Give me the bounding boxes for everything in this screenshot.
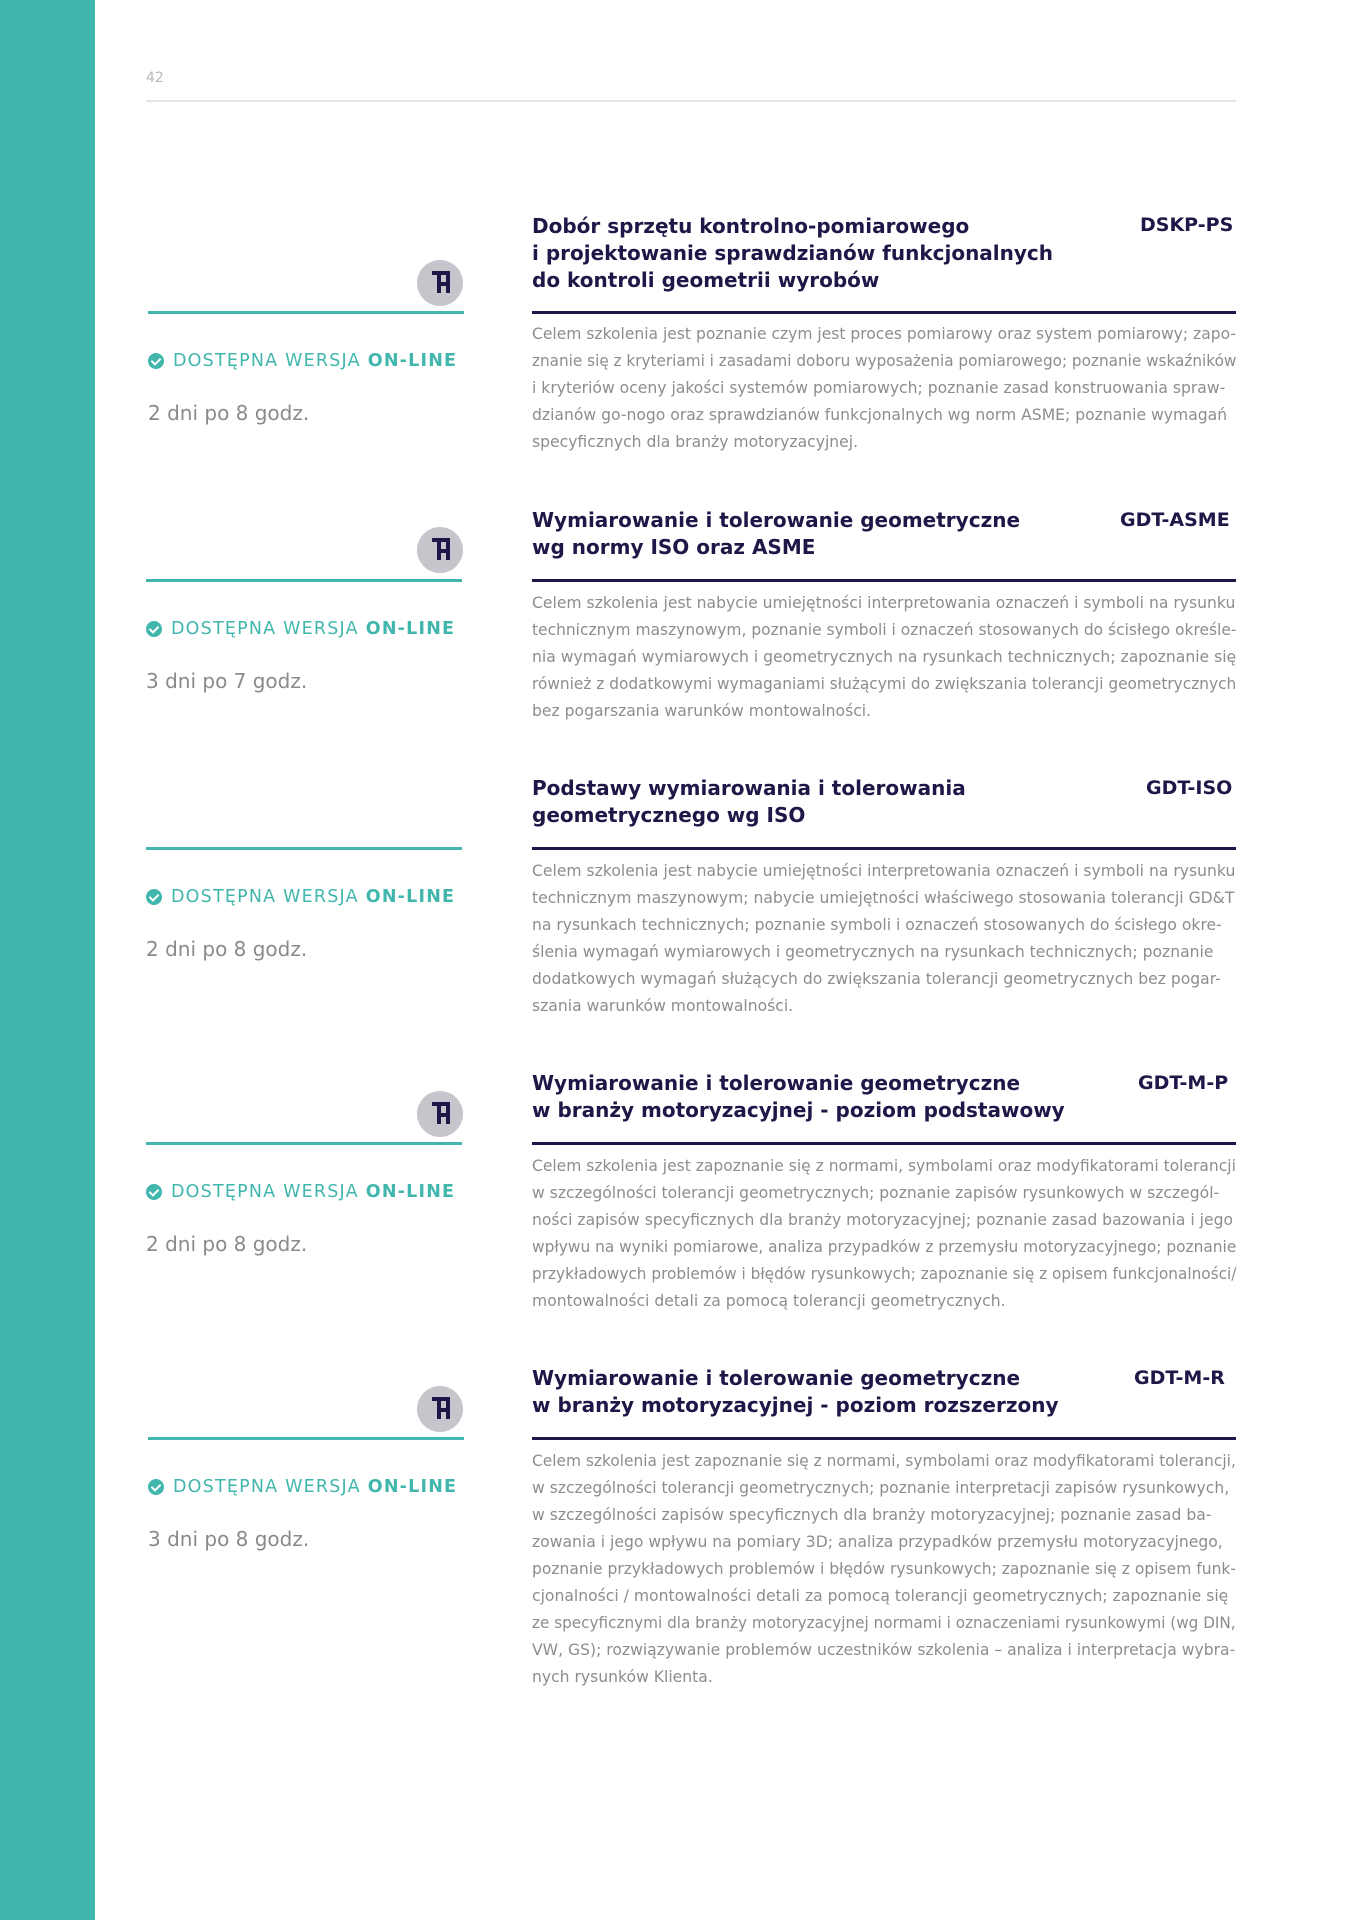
course-title: Podstawy wymiarowania i tolerowania geometrycznego wg ISO [532,776,966,827]
online-label: DOSTĘPNA WERSJA [171,887,359,907]
page-number: 42 [146,70,164,86]
course-code: GDT-M-R [1134,1367,1225,1389]
check-circle-icon [148,1479,164,1495]
title-divider [532,1142,1236,1145]
course-title: Wymiarowanie i tolerowanie geometryczne wg normy ISO oraz ASME [532,508,1021,559]
f-logo-icon [417,1091,463,1137]
online-availability [146,1182,455,1202]
left-divider [146,847,462,850]
course-title: Wymiarowanie i tolerowanie geometryczne w branży motoryzacyjnej - poziom rozszerzony [532,1366,1059,1417]
course-duration: 2 dni po 8 godz. [146,1232,308,1256]
course-description: Celem szkolenia jest zapoznanie się z normami, symbolami oraz modyfikatorami tolerancji w szczególności tolerancji geometrycznych; poznanie zapisów rysunkowych w szczegól- ności zapisów specyficznych dla branży motoryzacyjnej; poznanie zasad bazowania i jego wpływu na wyniki pomiarowe, analiza przypadków z przemysłu motoryzacyjnego; poznanie przykładowych problemów i błędów rysunkowych; zapoznanie się z opisem funkcjonalności/ montowalności detali za pomocą tolerancji geometrycznych. [532,1157,1237,1310]
left-divider [146,579,462,582]
course-description: Celem szkolenia jest zapoznanie się z normami, symbolami oraz modyfikatorami tolerancji, w szczególności tolerancji geometrycznych; poznanie interpretacji zapisów rysunkowych, w szczególności zapisów specyficznych dla branży motoryzacyjnej; poznanie zasad ba- zowania i jego wpływu na pomiary 3D; analiza przypadków przemysłu motoryzacyjnego, poznanie przykładowych problemów i błędów rysunkowych; zapoznanie się z opisem funk- cjonalności / montowalności detali za pomocą tolerancji geometrycznych; zapoznanie się ze specyficznymi dla branży motoryzacyjnej normami i oznaczeniami rysunkowymi (wg DIN, VW, GS); rozwiązywanie problemów uczestników szkolenia – analiza i interpretacja wybra- nych rysunków Klienta. [532,1452,1237,1686]
online-label-strong: ON-LINE [367,351,458,371]
online-availability [148,351,457,371]
f-logo-icon [417,527,463,573]
online-label-strong: ON-LINE [365,619,456,639]
left-divider [146,1142,462,1145]
online-label-strong: ON-LINE [365,1182,456,1202]
left-divider [148,311,464,314]
course-duration: 2 dni po 8 godz. [148,401,310,425]
online-availability [146,619,455,639]
course-title: Wymiarowanie i tolerowanie geometryczne w branży motoryzacyjnej - poziom podstawowy [532,1071,1065,1122]
online-label: DOSTĘPNA WERSJA [171,619,359,639]
f-logo-icon [417,1386,463,1432]
online-availability [146,887,455,907]
online-label: DOSTĘPNA WERSJA [173,351,361,371]
check-circle-icon [148,353,164,369]
course-duration: 3 dni po 7 godz. [146,669,308,693]
title-divider [532,579,1236,582]
header-rule [146,100,1236,102]
course-title: Dobór sprzętu kontrolno-pomiarowego i projektowanie sprawdzianów funkcjonalnych do kontroli geometrii wyrobów [532,214,1054,292]
title-divider [532,311,1236,314]
course-description: Celem szkolenia jest poznanie czym jest proces pomiarowy oraz system pomiarowy; zapo- znanie się z kryteriami i zasadami doboru wyposażenia pomiarowego; poznanie wskaźników i kryteriów oceny jakości systemów pomiarowych; poznanie zasad konstruowania spraw- dzianów go-nogo oraz sprawdzianów funkcjonalnych wg norm ASME; poznanie wymagań specyficznych dla branży motoryzacyjnej. [532,325,1237,451]
course-duration: 2 dni po 8 godz. [146,937,308,961]
course-code: GDT-ASME [1120,509,1230,531]
course-code: GDT-ISO [1146,777,1233,799]
f-logo-icon [417,260,463,306]
online-label-strong: ON-LINE [367,1477,458,1497]
course-description: Celem szkolenia jest nabycie umiejętności interpretowania oznaczeń i symboli na rysunku technicznym maszynowym, poznanie symboli i oznaczeń stosowanych do ścisłego określe- nia wymagań wymiarowych i geometrycznych na rysunkach technicznych; zapoznanie się również z dodatkowymi wymaganiami służącymi do zwiększania tolerancji geometrycznych bez pogarszania warunków montowalności. [532,594,1237,720]
course-code: GDT-M-P [1138,1072,1229,1094]
online-label: DOSTĘPNA WERSJA [173,1477,361,1497]
online-label-strong: ON-LINE [365,887,456,907]
check-circle-icon [146,1184,162,1200]
course-duration: 3 dni po 8 godz. [148,1527,310,1551]
online-availability [148,1477,457,1497]
online-label: DOSTĘPNA WERSJA [171,1182,359,1202]
course-description: Celem szkolenia jest nabycie umiejętności interpretowania oznaczeń i symboli na rysunku technicznym maszynowym; nabycie umiejętności właściwego stosowania tolerancji GD&T na rysunkach technicznych; poznanie symboli i oznaczeń stosowanych do ścisłego okre- ślenia wymagań wymiarowych i geometrycznych na rysunkach technicznych; poznanie dodatkowych wymagań służących do zwiększania tolerancji geometrycznych bez pogar- szania warunków montowalności. [532,862,1236,1015]
check-circle-icon [146,621,162,637]
title-divider [532,847,1236,850]
course-code: DSKP-PS [1140,214,1234,236]
left-divider [148,1437,464,1440]
sidebar [0,0,95,1920]
title-divider [532,1437,1236,1440]
check-circle-icon [146,889,162,905]
